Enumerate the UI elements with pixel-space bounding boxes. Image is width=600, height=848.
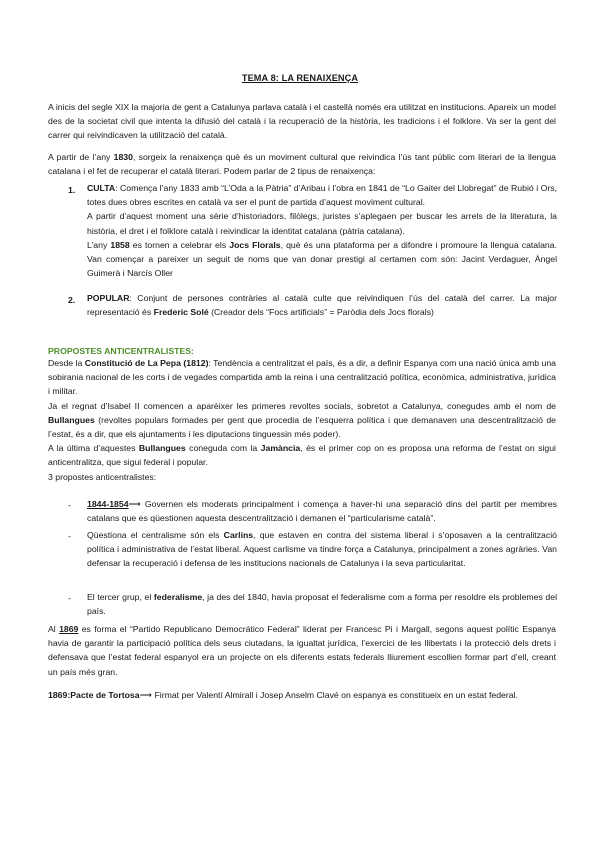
carlins-text-b: , que estaven en contra del sistema liberal i s’oposaven a la centralització política i administrativa de l’estat liberal. Aquest carlisme va tindre força a Catalunya, principalment a zones agràries. Van defensar la recuperació i defensa de les institucions nacionals de Catalunya i la seva particularitat.	[87, 530, 557, 569]
culta-year: 1858	[110, 239, 130, 250]
popular-text-a: : Conjunt de persones contràries al català culte que reivindiquen l’ús del català del carrer. La major representació és	[87, 293, 557, 318]
intro-text-2a: A partir de l’any	[48, 152, 114, 162]
culta-term: CULTA	[87, 183, 116, 193]
intro-paragraph-2	[48, 150, 556, 178]
moderats-text: Governen els moderats principalment i comença a haver-hi una separació dins del partit per membres catalans que es qüestionen aquesta descentralització i demanen el “particularisme català”.	[87, 499, 557, 524]
bullet-dash-1: -	[68, 500, 71, 510]
pacte-tortosa-text: Firmat per Valentí Almirall i Josep Anselm Clavé on espanya es constitueix en un estat federal.	[152, 690, 518, 700]
section-heading-propostes: PROPOSTES ANTICENTRALISTES:	[48, 346, 194, 356]
bullangues-text-b: (revoltes populars formades per gent que procedia de l’esquerra política i que demanaven una descentralització de l’estat, és a dir, que els ajuntaments i les diputacions tinguessin més poder).	[48, 414, 556, 440]
carlins-term: Carlins	[223, 530, 254, 540]
section2-paragraph-1869	[48, 622, 556, 679]
popular-text-b: (Creador dels “Focs artificials” = Paròdia dels Jocs florals)	[208, 307, 434, 318]
period-1844-1854: 1844-1854	[87, 499, 129, 509]
bullet-item-federalisme	[87, 590, 557, 618]
pepa-term: Constitució de La Pepa (1812)	[84, 358, 209, 368]
year-1869: 1869	[59, 624, 79, 634]
pi-margall-text-a: Al	[48, 624, 60, 634]
federalisme-term: federalisme	[153, 592, 203, 602]
intro-paragraph-1	[48, 100, 556, 143]
bullangues-term-2: Bullangues	[138, 443, 186, 454]
bullangues-text-a: Ja el regnat d’Isabel II comencen a aparèixer les primeres revoltes socials, sobretot a Catalunya, conegudes amb el nom de	[48, 400, 556, 411]
bullet-dash-3: -	[68, 593, 71, 603]
bullet-item-moderats	[87, 497, 557, 525]
federalisme-text-b: , ja des del 1840, havia proposat el federalisme com a forma per resoldre els problemes del país.	[87, 592, 557, 617]
pepa-text-a: Desde la	[48, 358, 85, 368]
pi-margall-text-b: es forma el “Partido Republicano Democrático Federal” liderat per Francesc Pi i Margall, segons aquest polític Espanya havia de garantir la participació política dels seus ciutadans, la igualtat jurídica, l’exercici de les llibertats i la protecció dels drets i defensava que l’estat federal espanyol era un projecte on els diferents estats federals lliurement escollien formar part d’ell, creant un país més gran.	[48, 624, 557, 677]
culta-text-3b: es tornen a celebrar els	[129, 239, 230, 250]
list-item-culta	[87, 181, 557, 280]
intro-year: 1830	[113, 152, 133, 162]
pacte-tortosa-term: 1869:Pacte de Tortosa	[48, 690, 140, 700]
culta-text-3c: , què és una plataforma per a difondre i promoure la llengua catalana. Van començar a pareixer un seguit de noms que van donar prestigi al certamen com són: Jacint Verdaguer, Àngel Guimerà i Narcís Oller	[87, 239, 557, 279]
jamancia-text-a: A la última d’aquestes	[48, 443, 139, 454]
intro-text-2b: , sorgeix la renaixença què és un moviment cultural que reivindica l’ús tant públic com literari de la llengua catalana i el fet de recuperar el català literari. Podem parlar de 2 tipus de renaixença:	[48, 152, 556, 177]
list-number-2: 2.	[68, 295, 76, 305]
list-number-1: 1.	[68, 185, 76, 195]
intro-text-1: A inicis del segle XIX la majoria de gent a Catalunya parlava català i el castellà només era utilitzat en institucions. Apareix un model des de la societat civil que intenta la difusió del català i la recuperació de la història, les tradicions i el folklore. Va ser la gent del carrer qui reivindicaven la utilització del català.	[48, 102, 556, 141]
federalisme-text-a: El tercer grup, el	[87, 592, 154, 602]
culta-text-2: A partir d’aquest moment una sèrie d’historiadors, filòlegs, juristes s’aplegaen per buscar les arrels de la literatura, la història, el dret i el folklore català i reivindicar la identitat catalana (pàtria catalana).	[87, 211, 557, 236]
section2-paragraph-1	[48, 356, 556, 484]
list-item-popular	[87, 291, 557, 319]
popular-term: POPULAR	[87, 293, 130, 303]
section2-paragraph-tortosa	[48, 688, 556, 702]
arrow-right-icon: ⟶	[128, 499, 142, 509]
bullet-dash-2: -	[68, 531, 71, 541]
culta-text-1: : Comença l’any 1833 amb “L’Oda a la Pàtria” d’Aribau i l’obra en 1841 de “Lo Gaiter del Llobregat” de Rubió i Ors, totes dues obres escrites en català va ser el punt de partida d’aquest moviment cultural.	[87, 183, 557, 208]
three-proposals-label: 3 propostes anticentralistes:	[48, 471, 157, 482]
page-title: TEMA 8: LA RENAIXENÇA	[241, 73, 359, 83]
culta-text-3a: L’any	[87, 239, 111, 250]
pepa-text-b: : Tendència a centralitzat el país, és a dir, a definir Espanya com una nació única amb una sobirania nacional de les corts i de vegades compartida amb la reina i una centralització política, econòmica, administrativa, jurídica i militar.	[48, 358, 556, 397]
jamancia-text-c: , és el primer cop on es proposa una reforma de l’estat on sigui anticentralitza, que sigui federal i popular.	[48, 443, 556, 468]
jamancia-text-b: coneguda com la	[185, 443, 261, 454]
bullangues-term: Bullangues	[48, 414, 95, 425]
bullet-item-carlins	[87, 528, 557, 571]
arrow-right-icon: ⟶	[139, 690, 153, 700]
jocs-florals-term: Jocs Florals	[229, 239, 281, 250]
frederic-sole-name: Frederic Solé	[153, 307, 209, 318]
jamancia-term: Jamància	[260, 443, 301, 454]
carlins-text-a: Qüestiona el centralisme són els	[87, 530, 224, 540]
